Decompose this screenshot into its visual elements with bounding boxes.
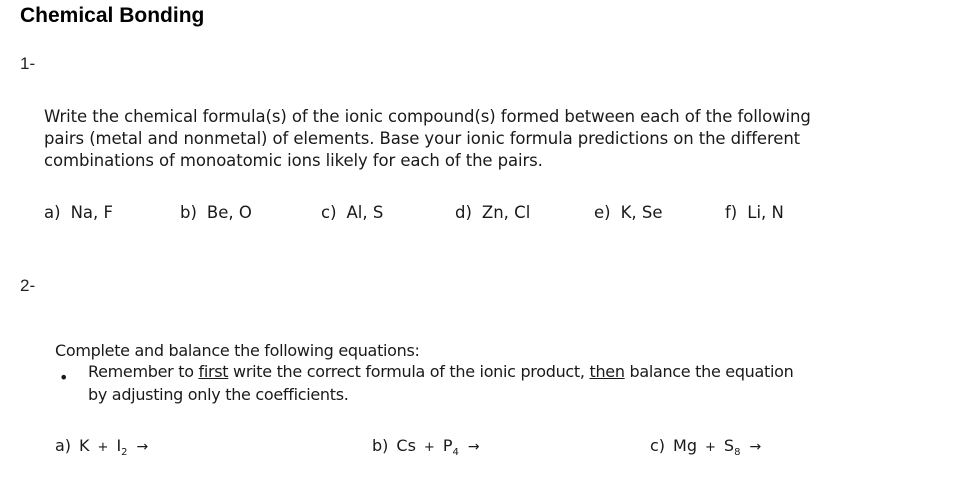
- pair-elements: Li, N: [747, 203, 784, 222]
- reactant-2-subscript: 2: [121, 447, 128, 459]
- pair-label: f): [725, 203, 738, 222]
- instruction-line: combinations of monoatomic ions likely for each of the pairs.: [44, 151, 543, 170]
- equation-a: [55, 436, 148, 458]
- pair-f: [725, 203, 784, 222]
- bullet-text-part: balance the equation: [624, 362, 794, 381]
- pair-label: e): [594, 203, 611, 222]
- pair-d: [455, 203, 530, 222]
- pair-elements: Zn, Cl: [481, 203, 531, 222]
- reaction-arrow-icon: →: [136, 439, 149, 455]
- equation-b: [372, 436, 480, 458]
- equation-label: b): [372, 436, 389, 455]
- bullet-line-1: [88, 360, 948, 383]
- reactant-1: Cs: [396, 436, 416, 455]
- reactant-2: P: [442, 436, 453, 455]
- pair-label: c): [321, 203, 337, 222]
- equations-row: [0, 436, 975, 462]
- bullet-icon: •: [59, 368, 69, 387]
- instruction-line: pairs (metal and nonmetal) of elements. Base your ionic formula predictions on the different: [44, 129, 801, 148]
- reactant-2: I: [116, 436, 122, 455]
- pair-elements: Be, O: [206, 203, 252, 222]
- reactant-1: K: [79, 436, 90, 455]
- plus-sign: +: [705, 440, 716, 455]
- plus-sign: +: [97, 440, 109, 455]
- reactant-2-subscript: 4: [452, 447, 459, 459]
- question-1-number: 1-: [20, 54, 36, 73]
- equation-label: c): [650, 436, 666, 455]
- pair-label: b): [180, 203, 197, 222]
- instruction-line: Write the chemical formula(s) of the ionic compound(s) formed between each of the following: [44, 107, 811, 126]
- equation-c: [650, 436, 761, 458]
- question-2-intro: Complete and balance the following equations:: [55, 341, 420, 360]
- bullet-line-2: by adjusting only the coefficients.: [88, 385, 349, 404]
- pair-c: [321, 203, 383, 222]
- emphasis-first: first: [198, 362, 229, 381]
- equation-label: a): [55, 436, 72, 455]
- bullet-text-part: Remember to: [88, 362, 199, 381]
- pair-a: [44, 203, 113, 222]
- reaction-arrow-icon: →: [467, 439, 480, 455]
- pair-b: [180, 203, 252, 222]
- bullet-text-part: write the correct formula of the ionic product,: [228, 362, 590, 381]
- pair-label: d): [455, 203, 472, 222]
- plus-sign: +: [423, 440, 435, 455]
- question-2-number: 2-: [20, 276, 36, 295]
- reactant-2: S: [723, 436, 735, 455]
- question-2-bullet: [88, 360, 948, 406]
- pair-elements: Na, F: [70, 203, 113, 222]
- reactant-1: Mg: [673, 436, 698, 455]
- reactant-2-subscript: 8: [734, 447, 741, 459]
- element-pairs-row: [0, 203, 975, 227]
- pair-label: a): [44, 203, 61, 222]
- page-title: Chemical Bonding: [20, 4, 205, 27]
- question-1-instructions: [44, 106, 914, 172]
- pair-e: [594, 203, 663, 222]
- pair-elements: Al, S: [346, 203, 384, 222]
- emphasis-then: then: [589, 362, 625, 381]
- pair-elements: K, Se: [620, 203, 663, 222]
- reaction-arrow-icon: →: [749, 439, 762, 455]
